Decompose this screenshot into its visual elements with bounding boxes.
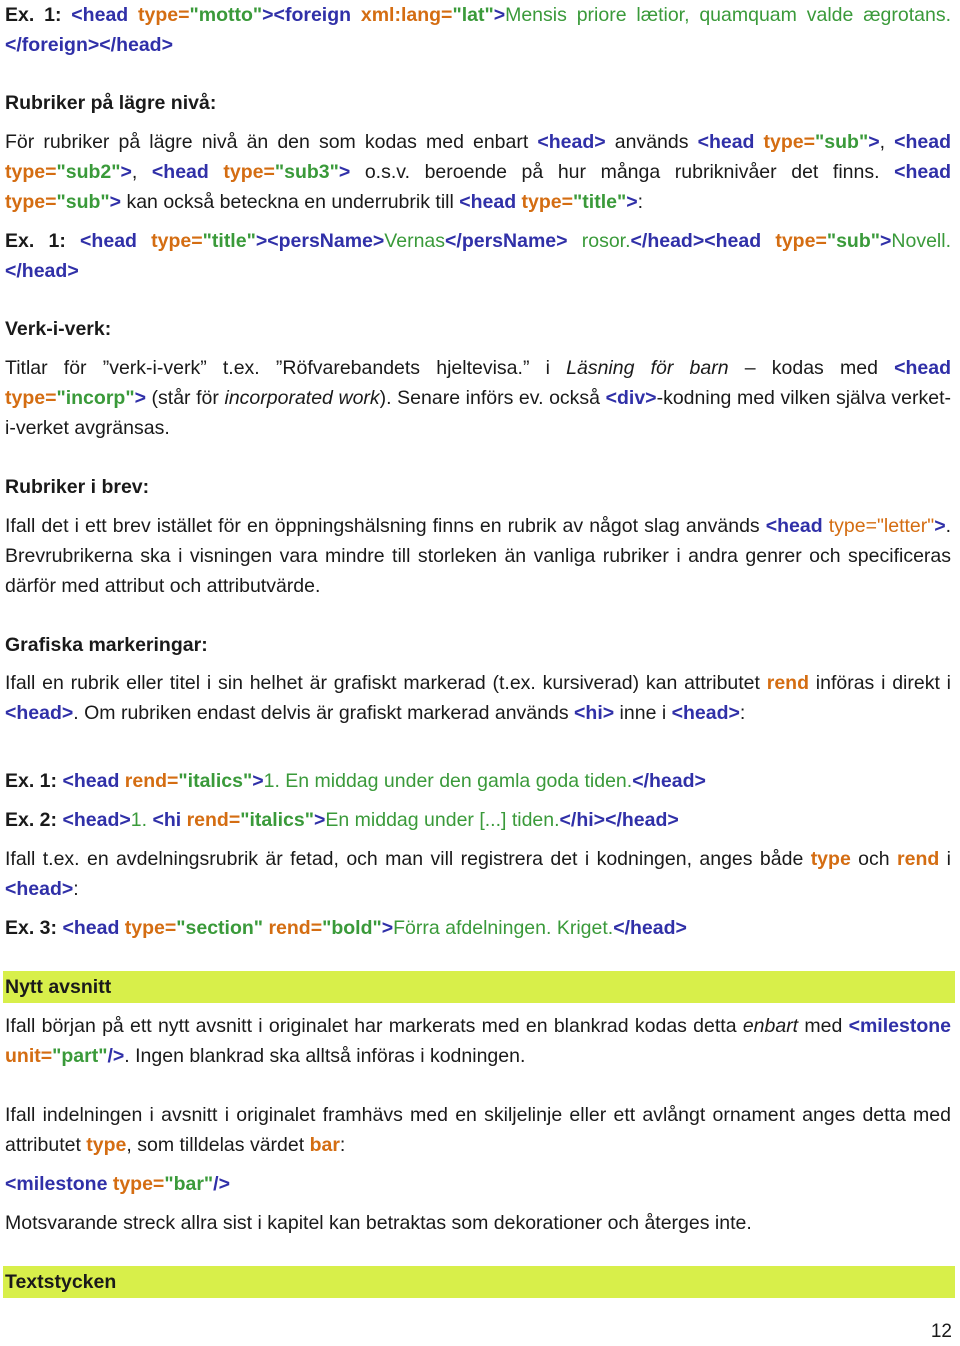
code-tag: <head> [5,702,74,724]
code-attr: type= [516,191,574,213]
code-value: "title" [573,191,627,213]
code-tag: <div> [605,387,657,409]
code-tag: > [880,230,892,252]
code-tag: <milestone [848,1015,951,1037]
code-tag: > [493,4,506,26]
code-text: Mensis priore lætior, quamquam valde ægrotans. [505,4,951,26]
code-value: "part" [52,1045,108,1067]
code-text: Förra afdelningen. Kriget. [393,917,614,939]
code-value: "sub2" [56,161,121,183]
code-attr: unit= [5,1045,53,1067]
text: , [131,161,152,183]
code-value: "sub" [815,131,869,153]
italic-text: incorporated work [224,387,380,409]
code-attr: bar [309,1134,340,1156]
code-tag: </head> [5,260,79,282]
code-tag: > [134,387,146,409]
code-tag: > [314,809,326,831]
code-attr: type= [119,917,177,939]
code-tag: <head> [671,702,740,724]
example-italics-1 [5,766,951,796]
code-tag: > [868,131,880,153]
paragraph-nytt-1 [5,1011,951,1071]
text: kan också beteckna en underrubrik till [121,191,460,213]
code-tag: > [338,161,351,183]
code-tag: > [934,515,946,537]
code-tag: > [252,770,264,792]
code-tag: <head [62,917,120,939]
code-tag: <head [62,770,120,792]
code-attr: type= [754,131,816,153]
example-motto [5,0,951,60]
text: o.s.v. beroende på hur många rubriknivåer det finns. [350,161,895,183]
code-attr: rend [897,848,940,870]
example-label: Ex. 1: [5,230,66,252]
code-text: En middag under [...] tiden. [325,809,560,831]
text: , [879,131,895,153]
code-attr: rend= [119,770,179,792]
code-tag: <head [894,161,951,183]
heading-brev: Rubriker i brev: [5,476,150,498]
code-tag: </foreign></head> [5,34,173,56]
code-text: Novell. [891,230,951,252]
paragraph-grafiska-2 [5,844,951,904]
paragraph-grafiska [5,668,951,728]
code-tag: /> [107,1045,125,1067]
code-tag: </persName> [445,230,568,252]
code-tag: </head> [632,770,706,792]
code-tag: </head> [613,917,687,939]
code-tag: </hi></head> [559,809,679,831]
paragraph-verk [5,353,951,443]
code-value: "sub" [56,191,110,213]
code-tag: <head> [62,809,131,831]
code-tag: > [626,191,638,213]
code-value: "bar" [164,1173,214,1195]
text: inne i [614,702,672,724]
code-attr: type= [107,1173,165,1195]
example-milestone-bar [5,1169,951,1199]
code-text: 1. En middag under den gamla goda tiden. [263,770,633,792]
example-italics-2 [5,805,951,835]
page-number: 12 [930,1321,952,1342]
code-tag: <head [894,131,951,153]
paragraph-brev [5,511,951,601]
code-attr: type [810,848,851,870]
text: För rubriker på lägre nivå än den som kodas med enbart [5,131,538,153]
code-attr: type= [5,191,57,213]
code-attr: type= [5,161,57,183]
code-tag: <head [80,230,137,252]
text: Ifall t.ex. en avdelningsrubrik är fetad, och man vill registrera det i kodningen, anges både [5,848,811,870]
code-tag: > [109,191,122,213]
code-attr: type= [5,387,57,409]
code-text: rosor. [567,230,631,252]
text: : [637,191,644,213]
code-attr: type [86,1134,127,1156]
code-tag: ><foreign [262,4,352,26]
code-text: Vernas [384,230,446,252]
heading-verk: Verk-i-verk: [5,318,112,340]
code-tag: <head [459,191,517,213]
text: Ifall indelningen i avsnitt i originalet framhävs med en skiljelinje eller ett avlångt ornament anges detta med attributet [5,1104,951,1156]
example-bold-3 [5,913,951,943]
code-tag: <head [894,357,951,379]
text: : [339,1134,346,1156]
code-value: "incorp" [56,387,135,409]
code-value: "sub" [826,230,880,252]
code-value: "title" [202,230,256,252]
example-label: Ex. 1: [5,4,62,26]
example-label: Ex. 2: [5,809,58,831]
code-attr: rend= [181,809,241,831]
code-value: "italics" [240,809,314,831]
heading-lower-levels: Rubriker på lägre nivå: [5,92,217,114]
text: (står för [145,387,225,409]
code-value: "section" [176,917,264,939]
italic-text: Läsning för barn [566,357,729,379]
code-tag: /> [213,1173,230,1195]
code-value: "lat" [452,4,494,26]
text: ). Senare införs ev. också [379,387,606,409]
text: införas i direkt i [809,672,951,694]
heading-grafiska: Grafiska markeringar: [5,634,208,656]
code-tag: ><persName> [255,230,385,252]
code-attr: type= [761,230,827,252]
code-tag: <head> [537,131,606,153]
example-label: Ex. 1: [5,770,58,792]
text: , som tilldelas värdet [126,1134,310,1156]
code-tag: > [381,917,394,939]
text: . Om rubriken endast delvis är grafiskt markerad används [73,702,575,724]
code-attr: xml:lang= [351,4,453,26]
text: -kodning med vilken själva verket-i-verket avgränsas. [5,387,951,439]
text: i [939,848,952,870]
code-attr: rend= [263,917,323,939]
code-value: "italics" [178,770,253,792]
code-attr: type= [822,515,877,537]
code-tag: > [120,161,132,183]
text: – kodas med [728,357,895,379]
text: och [850,848,898,870]
paragraph-nytt-3: Motsvarande streck allra sist i kapitel kan betraktas som dekorationer och återges inte. [5,1212,752,1234]
text: Ifall en rubrik eller titel i sin helhet är grafiskt markerad (t.ex. kursiverad) kan attributet [5,672,767,694]
code-tag: <hi [152,809,182,831]
code-tag: <head> [5,878,74,900]
text: . Ingen blankrad ska alltså införas i kodningen. [124,1045,526,1067]
code-tag: <head [71,4,129,26]
code-attr: type= [128,4,190,26]
code-value: "bold" [322,917,382,939]
text: Ifall det i ett brev istället för en öppningshälsning finns en rubrik av något slag används [5,515,766,537]
paragraph-lower-levels [5,127,951,217]
paragraph-nytt-2 [5,1100,951,1160]
text: : [73,878,79,900]
text: med [798,1015,849,1037]
code-text: 1. [130,809,153,831]
code-value: "letter" [876,515,935,537]
code-attr: rend [766,672,809,694]
text: används [605,131,698,153]
example-lower-levels [5,226,951,286]
section-band-textstycken: Textstycken [3,1266,955,1298]
text: Titlar för ”verk-i-verk” t.ex. ”Röfvarebandets hjeltevisa.” i [5,357,567,379]
code-value: "motto" [189,4,263,26]
text: . Brevrubrikerna ska i visningen vara mindre till storleken än vanliga rubriker i andra genrer och specificeras därför med attribut och attributvärde. [5,515,951,597]
text: : [739,702,746,724]
code-tag: <hi> [574,702,615,724]
code-attr: type= [208,161,275,183]
text: Ifall början på ett nytt avsnitt i originalet har markerats med en blankrad kodas detta [5,1015,743,1037]
section-band-nytt-avsnitt: Nytt avsnitt [3,971,955,1003]
code-value: "sub3" [274,161,339,183]
example-label: Ex. 3: [5,917,58,939]
code-tag: <milestone [5,1173,108,1195]
code-tag: </head><head [630,230,762,252]
italic-text: enbart [742,1015,799,1037]
code-attr: type= [136,230,203,252]
code-tag: <head [151,161,209,183]
code-tag: <head [697,131,755,153]
code-tag: <head [765,515,823,537]
